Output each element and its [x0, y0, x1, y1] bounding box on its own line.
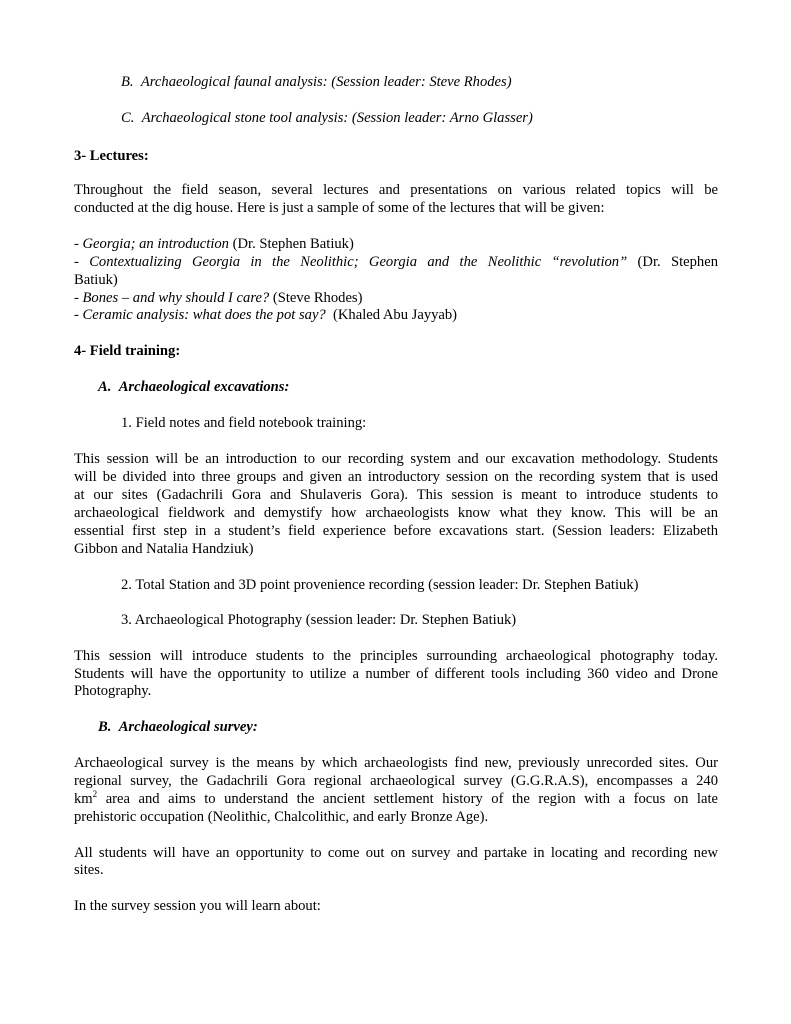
- lectures-intro-line-1: Throughout the field season, several lectures and presentations on various related topics will be: [74, 182, 718, 198]
- lecture-speaker: (Steve Rhodes): [269, 290, 363, 306]
- lectures-heading: 3- Lectures:: [74, 148, 149, 164]
- session-b-marker: B.: [121, 74, 134, 90]
- section-b-heading: [98, 719, 258, 737]
- lecture-speaker: (Dr. Stephen Batiuk): [228, 236, 354, 252]
- section-b-marker: B.: [98, 719, 112, 735]
- photography-para-line: Students will have the opportunity to utilize a number of different tools including 360 video and Drone: [74, 666, 718, 682]
- survey-session-intro: In the survey session you will learn about:: [74, 898, 321, 914]
- photography-para-line: This session will introduce students to the principles surrounding archaeological photography today.: [74, 648, 718, 664]
- survey-para2-line: All students will have an opportunity to come out on survey and partake in locating and recording new: [74, 845, 718, 861]
- lecture-item: [74, 290, 362, 308]
- session-b-text: Archaeological faunal analysis: (Session leader: Steve Rhodes): [140, 74, 512, 90]
- lecture-title: Bones – and why should I care?: [82, 290, 270, 306]
- session-c-marker: C.: [121, 110, 135, 126]
- section-a-marker: A.: [98, 379, 112, 395]
- survey-para-text: area and aims to understand the ancient settlement history of the region with a focus on late: [97, 791, 718, 807]
- excavation-item-1: 1. Field notes and field notebook training:: [121, 415, 367, 431]
- excavation-para-line: essential first step in a student’s field experience before excavations start. (Session leaders: Elizabeth: [74, 523, 718, 539]
- survey-para-line: regional survey, the Gadachrili Gora regional archaeological survey (G.G.R.A.S), encompasses a 240: [74, 773, 718, 789]
- list-dash: -: [74, 254, 90, 270]
- lecture-speaker-continued: Batiuk): [74, 272, 118, 288]
- lectures-intro-line-2: conducted at the dig house. Here is just a sample of some of the lectures that will be given:: [74, 200, 605, 216]
- lecture-title: Georgia; an introduction: [82, 236, 229, 252]
- list-dash: -: [74, 307, 83, 323]
- session-c: [121, 110, 533, 128]
- list-dash: -: [74, 236, 83, 252]
- list-dash: -: [74, 290, 83, 306]
- excavation-para-line: Gibbon and Natalia Handziuk): [74, 541, 254, 557]
- field-training-heading: 4- Field training:: [74, 343, 181, 359]
- survey-para-line: Archaeological survey is the means by which archaeologists find new, previously unrecorded sites. Our: [74, 755, 718, 771]
- excavation-para-line: at our sites (Gadachrili Gora and Shulaveris Gora). This session is meant to introduce students to: [74, 487, 718, 503]
- section-b-title: Archaeological survey:: [118, 719, 258, 735]
- session-c-text: Archaeological stone tool analysis: (Session leader: Arno Glasser): [141, 110, 533, 126]
- survey-para-line: prehistoric occupation (Neolithic, Chalcolithic, and early Bronze Age).: [74, 809, 489, 825]
- survey-para2-line: sites.: [74, 862, 104, 878]
- session-b: [121, 74, 512, 92]
- lecture-item: [74, 254, 718, 272]
- lecture-speaker: (Dr. Stephen: [627, 254, 718, 270]
- lecture-title: Ceramic analysis: what does the pot say?: [82, 307, 326, 323]
- section-a-title: Archaeological excavations:: [118, 379, 290, 395]
- excavation-item-3: 3. Archaeological Photography (session leader: Dr. Stephen Batiuk): [121, 612, 517, 628]
- lecture-item: [74, 236, 354, 254]
- excavation-para-line: This session will be an introduction to our recording system and our excavation methodology. Students: [74, 451, 718, 467]
- excavation-para-line: will be divided into three groups and given an introductory session on the recording system that is used: [74, 469, 718, 485]
- survey-para-line: [74, 791, 718, 809]
- photography-para-line: Photography.: [74, 683, 152, 699]
- lecture-item: [74, 307, 457, 325]
- lecture-speaker: (Khaled Abu Jayyab): [325, 307, 458, 323]
- unit-km: km: [74, 791, 93, 807]
- excavation-para-line: archaeological fieldwork and demystify how archaeologists know what they know. This will be an: [74, 505, 718, 521]
- lecture-title: Contextualizing Georgia in the Neolithic; Georgia and the Neolithic “revolution”: [89, 254, 628, 270]
- superscript-2: 2: [92, 789, 98, 799]
- section-a-heading: [98, 379, 289, 397]
- excavation-item-2: 2. Total Station and 3D point provenience recording (session leader: Dr. Stephen Batiuk): [121, 577, 639, 593]
